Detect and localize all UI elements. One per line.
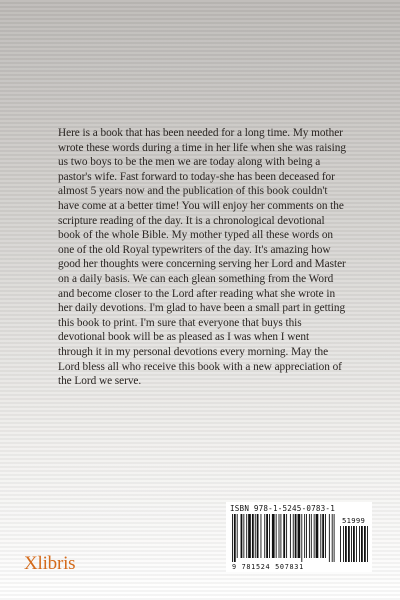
barcode-digits: 9 781524 507831 (232, 563, 304, 571)
price-code: 51999 (342, 516, 366, 525)
publisher-logo: Xlibris (24, 553, 76, 574)
blurb-text: Here is a book that has been needed for a long time. My mother wrote these words during a time in her life when she was raising us two boys to be the men we are today along with being a pastor's wife. Fast forward to today-she has been deceased for almost 5 years now and the publication of this book couldn't have come at a better time! You will enjoy her comments on the scripture reading of the day. It is a chronological devotional book of the whole Bible. My mother typed all these words on one of the old Royal typewriters of the day. It's amazing how good her thoughts were concerning serving her Lord and Master on a daily basis. We can each glean something from the Word and become closer to the Lord after reading what she wrote in her daily devotions. I'm glad to have been a small part in getting this book to print. I'm sure that everyone that buys this devotional book will be as pleased as I was when I went through it in my personal devotions every morning. May the Lord bless all who receive this book with a new appreciation of the Lord we serve. (58, 127, 346, 388)
isbn-label: ISBN 978-1-5245-0783-1 (230, 504, 335, 513)
